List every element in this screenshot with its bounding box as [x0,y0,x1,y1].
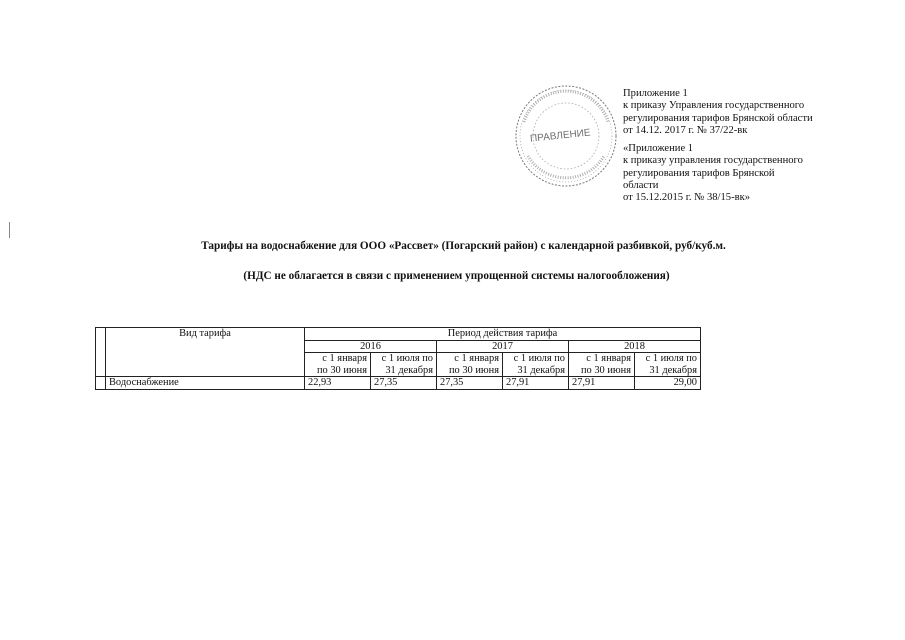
tariff-value-cell: 22,93 [305,377,371,390]
period-text: по 30 июня [316,364,367,376]
tariff-table [95,327,701,390]
annex-line: Приложение 1 [623,88,688,99]
period-cell [437,353,503,377]
annex-line: к приказу Управления государственного [623,100,805,112]
annex-line: регулирования тарифов Брянской области [623,112,813,124]
period-text: с 1 июля по [645,353,697,365]
annex-line: к приказу управления государственного [623,155,803,167]
tariff-type-header: Вид тарифа [106,328,305,377]
period-text: по 30 июня [448,364,499,376]
period-text: с 1 января [586,353,631,365]
period-text: с 1 января [454,353,499,365]
period-text: с 1 июля по [381,353,433,365]
stamp-text: ПРАВЛЕНИЕ [529,127,592,145]
period-cell [305,353,371,377]
document-title: Тарифы на водоснабжение для ООО «Рассвет» (Погарский район) с календарной разбивкой, руб/куб.м. [201,240,726,252]
annex-line: области [623,179,659,191]
year-header: 2017 [437,340,569,353]
margin-mark [9,222,10,238]
period-text: 31 декабря [649,364,697,376]
period-text: с 1 июля по [513,353,565,365]
document-subtitle: (НДС не облагается в связи с применением упрощенной системы налогообложения) [243,270,670,282]
table-header-row [96,328,701,341]
tariff-value-cell: 27,91 [569,377,635,390]
tariff-value-cell: 27,35 [437,377,503,390]
period-header: Период действия тарифа [305,328,701,341]
period-cell [635,353,701,377]
tariff-value-cell: 29,00 [635,377,701,390]
year-header: 2016 [305,340,437,353]
tariff-value-cell: 27,35 [371,377,437,390]
period-text: 31 декабря [385,364,433,376]
period-text: по 30 июня [580,364,631,376]
stamp-seal-icon [510,82,622,190]
table-row [96,377,701,390]
year-header: 2018 [569,340,701,353]
tariff-value-cell: 27,91 [503,377,569,390]
period-cell [503,353,569,377]
annex-line: от 14.12. 2017 г. № 37/22-вк [623,124,748,136]
official-stamp [510,82,622,190]
annex-line: регулирования тарифов Брянской [623,167,775,179]
row-number-header [96,328,106,377]
annex-line: «Приложение 1 [623,143,694,154]
period-text: с 1 января [322,353,367,365]
row-number-cell [96,377,106,390]
period-cell [371,353,437,377]
annex-line: от 15.12.2015 г. № 38/15-вк» [623,192,751,204]
period-cell [569,353,635,377]
period-text: 31 декабря [517,364,565,376]
annex-block-current [623,88,813,137]
tariff-name-cell: Водоснабжение [106,377,305,390]
annex-block-previous [623,143,803,204]
